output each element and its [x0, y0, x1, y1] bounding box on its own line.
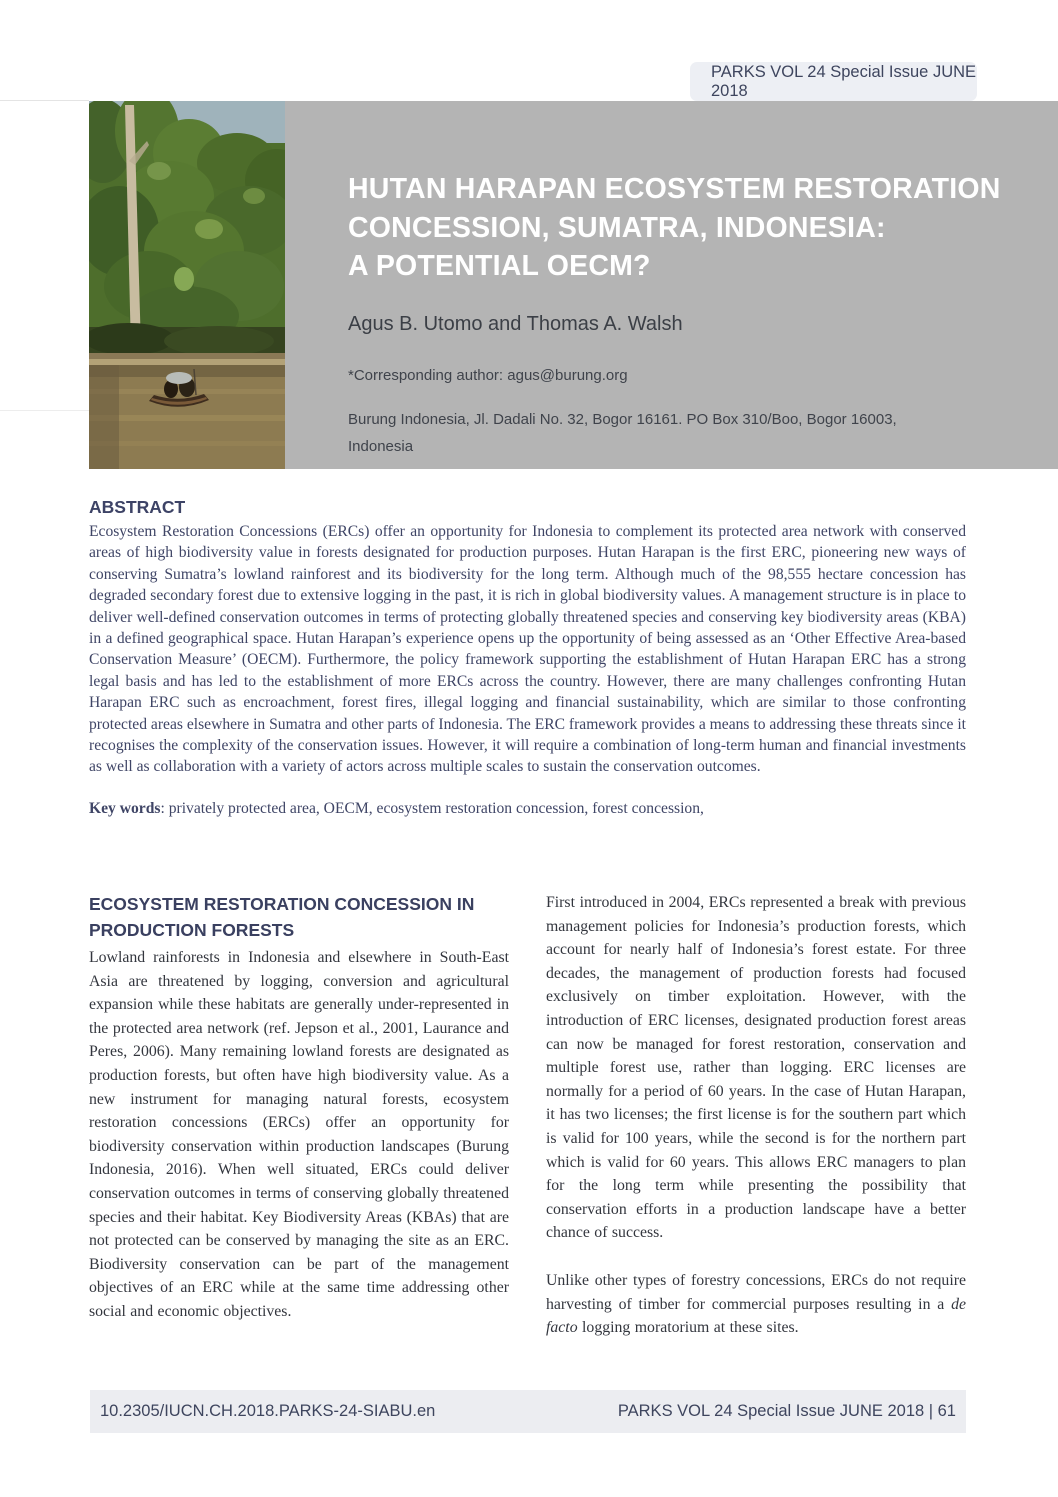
right-column-paragraph-2 — [546, 1269, 966, 1340]
italic-phrase: de facto — [546, 1295, 966, 1337]
left-column — [89, 891, 509, 1340]
left-column-paragraph: Lowland rainforests in Indonesia and elsewhere in South-East Asia are threatened by logging, conversion and agricultural expansion while these habitats are generally under-represented in the protected area network (ref. Jepson et al., 2001, Laurance and Peres, 2006). Many remaining lowland forests are designated as production forests, but often have high biodiversity value. As a new instrument for managing natural forests, ecosystem restoration concessions (ERCs) offer an opportunity for biodiversity conservation within production landscapes (Burung Indonesia, 2016). When well situated, ERCs could deliver conservation outcomes in terms of conserving globally threatened species and their habitat. Key Biodiversity Areas (KBAs) that are not protected can be conserved by managing the site as an ERC. Biodiversity conservation can be part of the management objectives of an ERC while at the same time addressing other social and economic objectives. — [89, 949, 509, 1320]
footer-doi: 10.2305/IUCN.CH.2018.PARKS-24-SIABU.en — [100, 1402, 436, 1420]
page-title-line-3: A POTENTIAL OECM? — [348, 250, 651, 282]
paragraph-2-text-after: logging moratorium at these sites. — [577, 1319, 799, 1337]
article-photo — [89, 101, 285, 469]
title-panel — [285, 101, 1058, 469]
page-title-line-1: HUTAN HARAPAN ECOSYSTEM RESTORATION — [348, 173, 1001, 205]
body-columns — [89, 891, 966, 1340]
article-header — [89, 101, 1058, 469]
margin-line-top — [0, 100, 89, 101]
right-column-paragraph-1: First introduced in 2004, ERCs represented a break with previous management policies for Indonesia’s production forests, which account for nearly half of Indonesia’s forest estate. For three decades, the management of production forests had focused exclusively on timber exploitation. However, with the introduction of ERC licenses, designated production forest areas can now be managed for forest restoration, conservation and multiple forest use, rather than logging. ERC licenses are normally for a period of 60 years. In the case of Hutan Harapan, it has two licenses; the first license is for the southern part which is valid for 100 years, while the second is for the northern part which is valid for 60 years. This allows ERC managers to plan for the long term while presenting the possibility that conservation efforts in a production landscape have a better chance of success. — [546, 894, 966, 1242]
keywords-list: : privately protected area, OECM, ecosystem restoration concession, forest concession, — [160, 799, 704, 817]
footer-bar — [90, 1390, 966, 1433]
paragraph-2-text-before: Unlike other types of forestry concessions, ERCs do not require harvesting of timber for commercial purposes resulting in a — [546, 1271, 966, 1313]
abstract-section — [89, 497, 966, 818]
page-title-line-2: CONCESSION, SUMATRA, INDONESIA: — [348, 211, 886, 244]
corresponding-author: *Corresponding author: agus@burung.org — [348, 366, 628, 384]
abstract-body: Ecosystem Restoration Concessions (ERCs) offer an opportunity for Indonesia to complement its protected area network with conserved areas of high biodiversity value in forests designated for production purposes. Hutan Harapan is the first ERC, pioneering new ways of conserving Sumatra’s lowland rainforest and its biodiversity for the long term. Although much of the 98,555 hectare concession has degraded secondary forest due to extensive logging in the past, it is rich in global biodiversity values. A management structure is in place to deliver well-defined conservation outcomes in terms of protecting globally threatened species and conserving key biodiversity areas (KBA) in a defined geographical space. Hutan Harapan’s experience opens up the opportunity of being assessed as an ‘Other Effective Area-based Conservation Measure’ (OECM). Furthermore, the policy framework supporting the establishment of Hutan Harapan ERC has a strong legal basis and has led to the establishment of more ERCs across the country. However, there are many challenges confronting Hutan Harapan ERC such as encroachment, forest fires, illegal logging and financial sustainability, which are similar to those confronting protected areas elsewhere in Sumatra and other parts of Indonesia. The ERC framework provides a means to addressing these threats since it recognises the complexity of the conservation issues. However, it will require a combination of long-term human and financial investments as well as collaboration with a variety of actors across multiple scales to sustain the conservation outcomes. — [89, 523, 967, 776]
keywords-label: Key words — [89, 799, 161, 817]
affiliation: Burung Indonesia, Jl. Dadali No. 32, Bogor 16161. PO Box 310/Boo, Bogor 16003, Indonesia — [348, 410, 897, 455]
authors: Agus B. Utomo and Thomas A. Walsh — [348, 312, 683, 335]
abstract-heading: ABSTRACT — [89, 497, 186, 517]
volume-badge-label: PARKS VOL 24 Special Issue JUNE 2018 — [711, 62, 977, 100]
footer-issue: PARKS VOL 24 Special Issue JUNE 2018 | 61 — [617, 1402, 956, 1420]
page-title — [348, 170, 1018, 286]
section-heading: ECOSYSTEM RESTORATION CONCESSION IN PRODUCTION FORESTS — [89, 894, 475, 940]
keywords-line — [89, 800, 966, 818]
right-column — [546, 891, 966, 1340]
margin-line-middle — [0, 410, 89, 411]
volume-badge — [690, 62, 977, 101]
